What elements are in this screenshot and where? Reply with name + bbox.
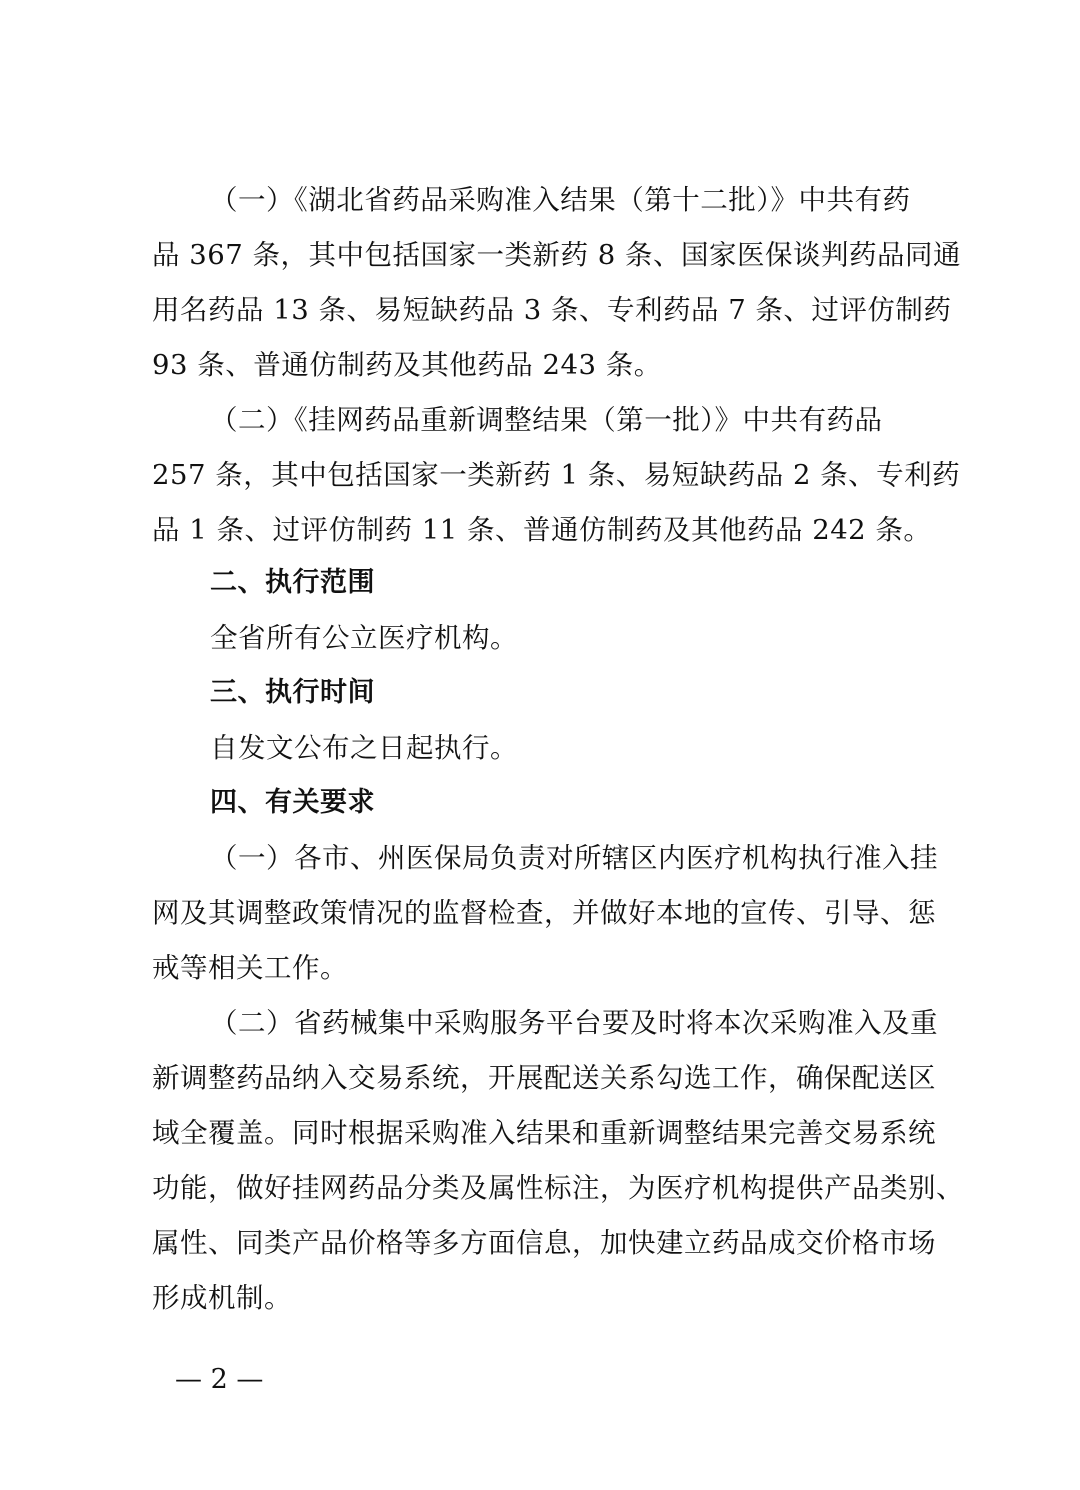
paragraph-line: 用名药品 13 条、易短缺药品 3 条、专利药品 7 条、过评仿制药 <box>152 294 952 326</box>
section-heading: 四、有关要求 <box>210 787 375 818</box>
paragraph-line: （二）《挂网药品重新调整结果（第一批）》中共有药品 <box>210 404 883 436</box>
page-number: — 2 — <box>175 1364 264 1395</box>
paragraph-line: 形成机制。 <box>152 1282 292 1314</box>
paragraph-line: 品 367 条，其中包括国家一类新药 8 条、国家医保谈判药品同通 <box>152 239 961 271</box>
paragraph-line: 属性、同类产品价格等多方面信息，加快建立药品成交价格市场 <box>152 1227 936 1259</box>
paragraph-line: 域全覆盖。同时根据采购准入结果和重新调整结果完善交易系统 <box>152 1117 936 1149</box>
paragraph-line: 功能，做好挂网药品分类及属性标注，为医疗机构提供产品类别、 <box>152 1172 964 1204</box>
paragraph-line: 93 条、普通仿制药及其他药品 243 条。 <box>152 349 662 381</box>
paragraph-line: （一）《湖北省药品采购准入结果（第十二批）》中共有药 <box>210 184 911 216</box>
section-heading: 二、执行范围 <box>210 567 375 598</box>
paragraph-line: （一）各市、州医保局负责对所辖区内医疗机构执行准入挂 <box>210 842 938 874</box>
paragraph-line: 全省所有公立医疗机构。 <box>210 622 518 654</box>
paragraph-line: （二）省药械集中采购服务平台要及时将本次采购准入及重 <box>210 1007 938 1039</box>
paragraph-line: 257 条，其中包括国家一类新药 1 条、易短缺药品 2 条、专利药 <box>152 459 961 491</box>
paragraph-line: 新调整药品纳入交易系统，开展配送关系勾选工作，确保配送区 <box>152 1062 936 1094</box>
paragraph-line: 自发文公布之日起执行。 <box>210 732 518 764</box>
paragraph-line: 品 1 条、过评仿制药 11 条、普通仿制药及其他药品 242 条。 <box>152 514 932 546</box>
paragraph-line: 网及其调整政策情况的监督检查，并做好本地的宣传、引导、惩 <box>152 897 936 929</box>
section-heading: 三、执行时间 <box>210 677 375 708</box>
paragraph-line: 戒等相关工作。 <box>152 952 348 984</box>
